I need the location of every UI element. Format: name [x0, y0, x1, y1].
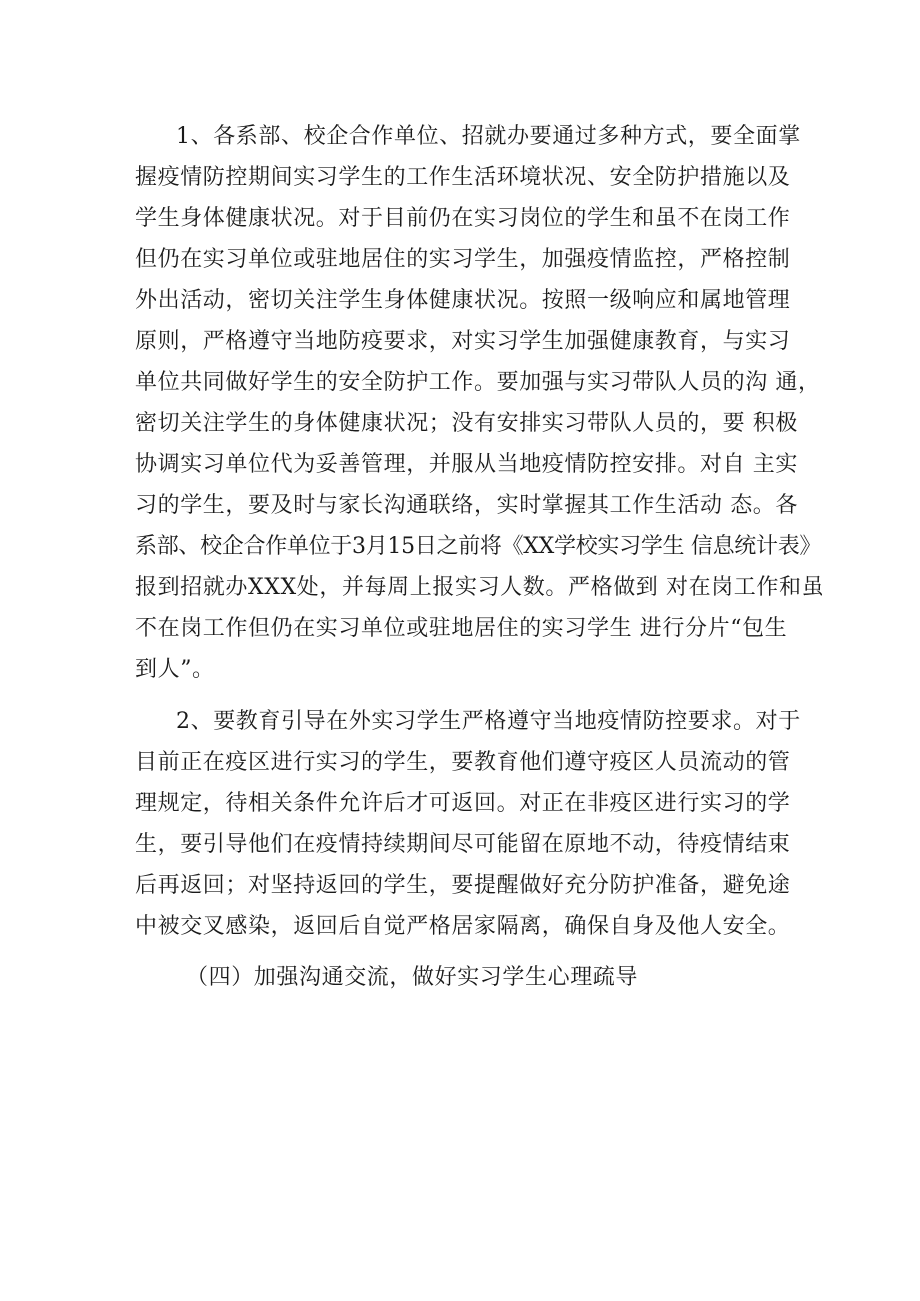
- paragraph-1-line-12: 报到招就办XXX处，并每周上报实习人数。严格做到 对在岗工作和虽: [135, 575, 825, 600]
- paragraph-1-line-5: 外出活动，密切关注学生身体健康状况。按照一级响应和属地管理: [135, 288, 791, 313]
- paragraph-2-line-3: 理规定，待相关条件允许后才可返回。对正在非疫区进行实习的学: [135, 791, 791, 816]
- paragraph-1-line-4: 但仍在实习单位或驻地居住的实习学生，加强疫情监控，严格控制: [135, 247, 791, 272]
- paragraph-1-line-6: 原则，严格遵守当地防疫要求，对实习学生加强健康教育，与实习: [135, 329, 791, 354]
- paragraph-1-line-10: 习的学生，要及时与家长沟通联络，实时掌握其工作生活动 态。各: [135, 493, 798, 518]
- paragraph-1-line-7: 单位共同做好学生的安全防护工作。要加强与实习带队人员的沟 通，: [135, 370, 821, 395]
- section-heading: （四）加强沟通交流，做好实习学生心理疏导: [186, 965, 639, 990]
- paragraph-2-line-4: 生，要引导他们在疫情持续期间尽可能留在原地不动，待疫情结束: [135, 832, 791, 857]
- paragraph-1-line-1: 1、各系部、校企合作单位、招就办要通过多种方式，要全面掌: [176, 124, 801, 149]
- paragraph-2-line-5: 后再返回；对坚持返回的学生，要提醒做好充分防护准备，避免途: [135, 873, 791, 898]
- paragraph-1-line-3: 学生身体健康状况。对于目前仍在实习岗位的学生和虽不在岗工作: [135, 206, 791, 231]
- paragraph-2-line-6: 中被交叉感染，返回后自觉严格居家隔离，确保自身及他人安全。: [135, 914, 791, 939]
- paragraph-1-line-11: 系部、校企合作单位于3月15日之前将《XX学校实习学生 信息统计表》: [135, 534, 822, 559]
- paragraph-1-line-14: 到人”。: [135, 657, 215, 682]
- paragraph-2-line-1: 2、要教育引导在外实习学生严格遵守当地疫情防控要求。对于: [176, 709, 801, 734]
- paragraph-1-line-8: 密切关注学生的身体健康状况；没有安排实习带队人员的，要 积极: [135, 411, 798, 436]
- paragraph-1-line-9: 协调实习单位代为妥善管理，并服从当地疫情防控安排。对自 主实: [135, 452, 798, 477]
- paragraph-2-line-2: 目前正在疫区进行实习的学生，要教育他们遵守疫区人员流动的管: [135, 750, 791, 775]
- paragraph-1-line-13: 不在岗工作但仍在实习单位或驻地居住的实习学生 进行分片“包生: [135, 616, 788, 641]
- paragraph-1-line-2: 握疫情防控期间实习学生的工作生活环境状况、安全防护措施以及: [135, 165, 791, 190]
